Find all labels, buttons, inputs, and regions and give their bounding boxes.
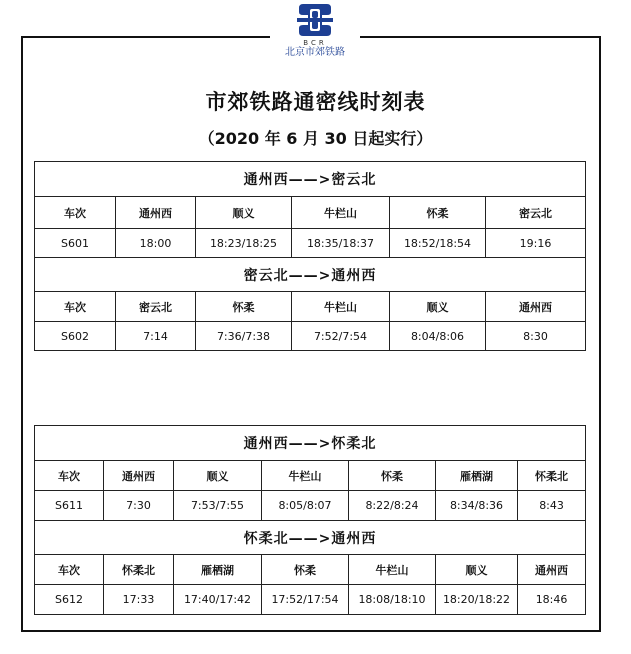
- train-number: S601: [35, 229, 116, 258]
- column-header: 雁栖湖: [436, 461, 518, 491]
- time-cell: 8:22/8:24: [349, 491, 436, 521]
- time-cell: 18:46: [518, 585, 586, 615]
- table-row: [35, 322, 586, 351]
- time-cell: 17:52/17:54: [262, 585, 349, 615]
- direction-row: [35, 162, 586, 197]
- direction-row: [35, 258, 586, 292]
- column-header: 怀柔北: [518, 461, 586, 491]
- timetable-tonghuai: [34, 425, 586, 615]
- column-header: 密云北: [116, 292, 196, 322]
- time-cell: 8:04/8:06: [390, 322, 486, 351]
- header-row: [35, 292, 586, 322]
- column-header: 牛栏山: [292, 197, 390, 229]
- time-cell: 17:33: [104, 585, 174, 615]
- column-header: 顺义: [390, 292, 486, 322]
- column-header: 牛栏山: [292, 292, 390, 322]
- header-row: [35, 197, 586, 229]
- column-header: 怀柔: [349, 461, 436, 491]
- column-header: 雁栖湖: [174, 555, 262, 585]
- time-cell: 18:08/18:10: [349, 585, 436, 615]
- train-number: S612: [35, 585, 104, 615]
- time-cell: 8:34/8:36: [436, 491, 518, 521]
- time-cell: 19:16: [486, 229, 586, 258]
- column-header: 顺义: [174, 461, 262, 491]
- train-number: S611: [35, 491, 104, 521]
- direction-label: 通州西——>密云北: [35, 162, 586, 197]
- time-cell: 7:14: [116, 322, 196, 351]
- table-row: [35, 229, 586, 258]
- time-cell: 18:00: [116, 229, 196, 258]
- logo-letters: BCR: [303, 39, 327, 47]
- time-cell: 8:30: [486, 322, 586, 351]
- column-header: 车次: [35, 197, 116, 229]
- time-cell: 7:30: [104, 491, 174, 521]
- time-cell: 18:20/18:22: [436, 585, 518, 615]
- time-cell: 18:52/18:54: [390, 229, 486, 258]
- column-header: 怀柔: [262, 555, 349, 585]
- time-cell: 18:23/18:25: [196, 229, 292, 258]
- column-header: 通州西: [116, 197, 196, 229]
- direction-row: [35, 521, 586, 555]
- column-header: 通州西: [518, 555, 586, 585]
- column-header: 怀柔: [390, 197, 486, 229]
- logo-name: 北京市郊铁路: [285, 47, 345, 58]
- timetable-tongmi: [34, 161, 586, 351]
- table-row: [35, 491, 586, 521]
- column-header: 车次: [35, 292, 116, 322]
- column-header: 顺义: [436, 555, 518, 585]
- time-cell: 18:35/18:37: [292, 229, 390, 258]
- column-header: 怀柔北: [104, 555, 174, 585]
- column-header: 车次: [35, 461, 104, 491]
- column-header: 牛栏山: [349, 555, 436, 585]
- time-cell: 7:36/7:38: [196, 322, 292, 351]
- column-header: 通州西: [486, 292, 586, 322]
- time-cell: 8:05/8:07: [262, 491, 349, 521]
- time-cell: 7:53/7:55: [174, 491, 262, 521]
- bcr-logo-icon: [295, 2, 335, 38]
- time-cell: 17:40/17:42: [174, 585, 262, 615]
- column-header: 牛栏山: [262, 461, 349, 491]
- column-header: 顺义: [196, 197, 292, 229]
- train-number: S602: [35, 322, 116, 351]
- column-header: 通州西: [104, 461, 174, 491]
- direction-label: 怀柔北——>通州西: [35, 521, 586, 555]
- bcr-logo: [270, 2, 360, 74]
- time-cell: 7:52/7:54: [292, 322, 390, 351]
- page-title: 市郊铁路通密线时刻表: [205, 90, 426, 114]
- header-row: [35, 461, 586, 491]
- direction-label: 通州西——>怀柔北: [35, 426, 586, 461]
- header-row: [35, 555, 586, 585]
- direction-row: [35, 426, 586, 461]
- column-header: 怀柔: [196, 292, 292, 322]
- table-row: [35, 585, 586, 615]
- column-header: 车次: [35, 555, 104, 585]
- column-header: 密云北: [486, 197, 586, 229]
- page-subtitle: （2020 年 6 月 30 日起实行）: [198, 129, 433, 148]
- time-cell: 8:43: [518, 491, 586, 521]
- direction-label: 密云北——>通州西: [35, 258, 586, 292]
